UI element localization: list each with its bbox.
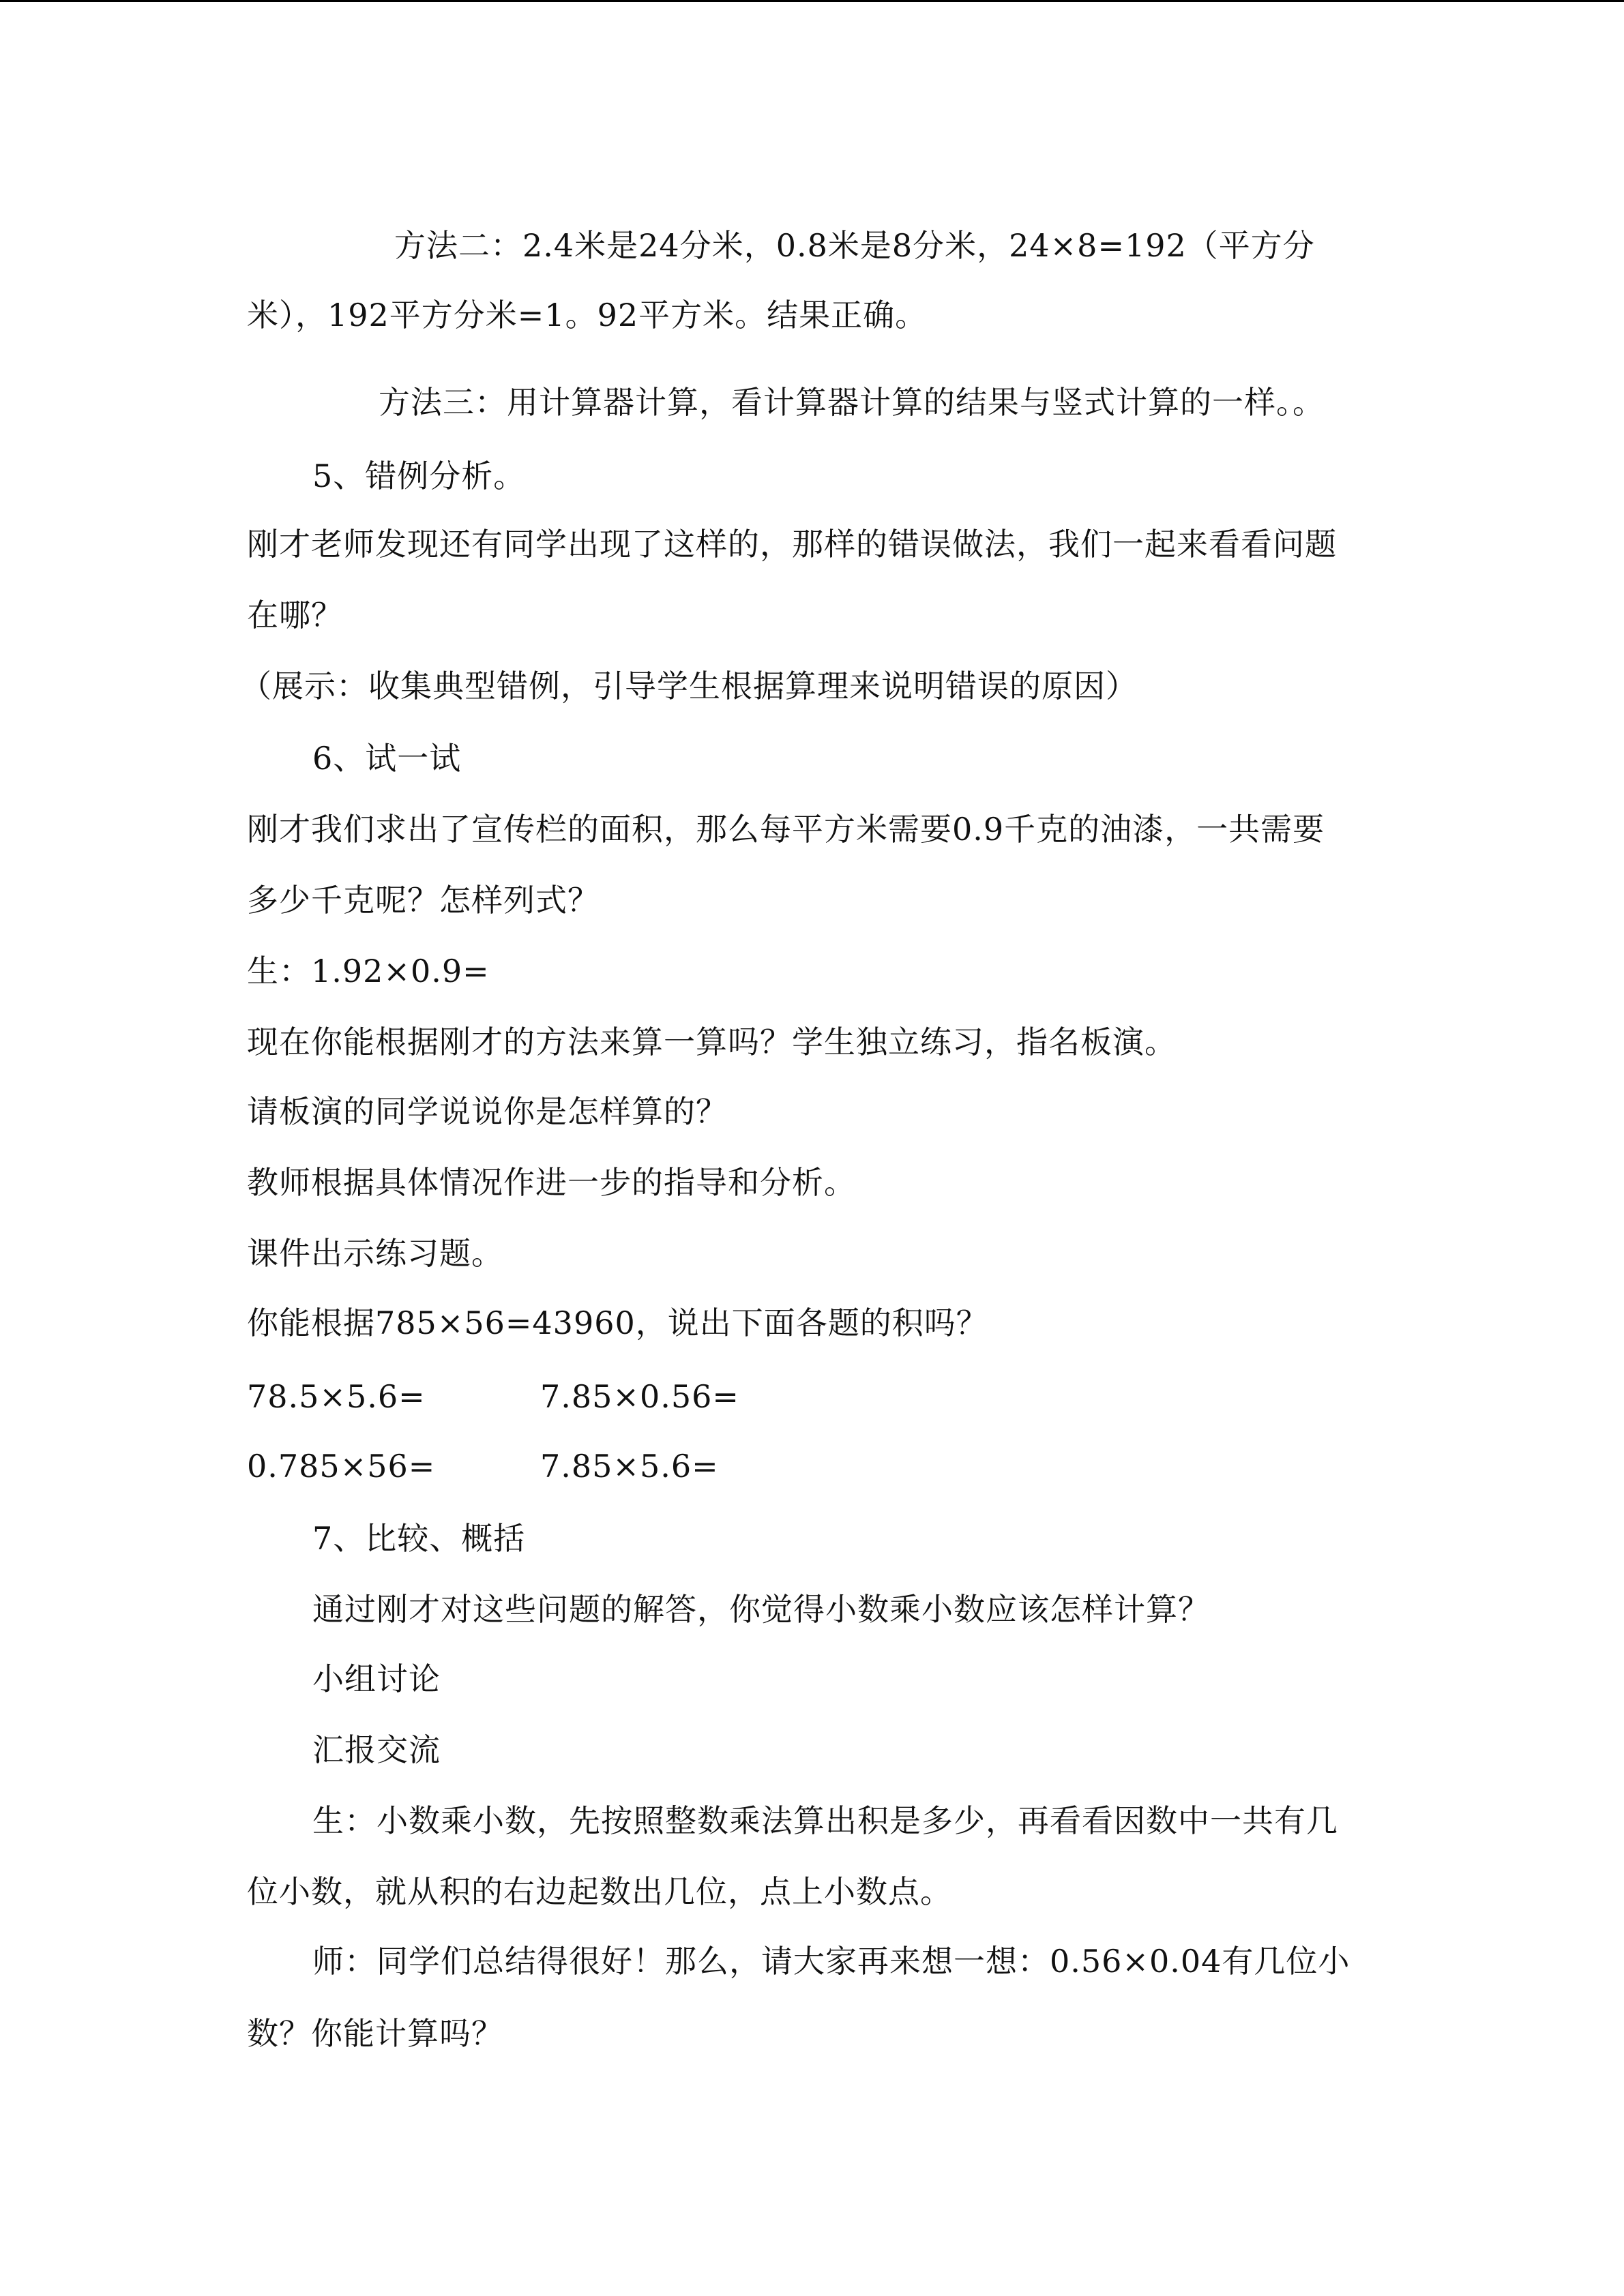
teacher-prompt-line-1: 师：同学们总结得很好！那么，请大家再来想一想：0.56×0.04有几位小 xyxy=(312,1943,1350,1980)
report-exchange: 汇报交流 xyxy=(312,1731,441,1768)
courseware-exercise-line: 课件出示练习题。 xyxy=(247,1235,503,1272)
product-question-line: 你能根据785×56=43960，说出下面各题的积吗？ xyxy=(247,1304,988,1341)
error-analysis-line-2: 在哪？ xyxy=(247,597,343,633)
teacher-guidance-line: 教师根据具体情况作进一步的指导和分析。 xyxy=(247,1164,856,1201)
teacher-prompt-line-2: 数？你能计算吗？ xyxy=(247,2015,503,2052)
comparison-question: 通过刚才对这些问题的解答，你觉得小数乘小数应该怎样计算？ xyxy=(312,1591,1210,1628)
board-demo-question: 请板演的同学说说你是怎样算的？ xyxy=(247,1093,728,1130)
independent-practice-line: 现在你能根据刚才的方法来算一算吗？学生独立练习，指名板演。 xyxy=(247,1024,1177,1060)
try-it-line-1: 刚才我们求出了宣传栏的面积，那么每平方米需要0.9千克的油漆，一共需要 xyxy=(247,811,1325,848)
exercise-item-3: 0.785×56= xyxy=(247,1448,436,1485)
student-answer-formula: 生：1.92×0.9= xyxy=(247,953,490,989)
section-5-heading: 5、错例分析。 xyxy=(312,458,526,494)
page-top-border xyxy=(0,0,1624,2)
exercise-item-4: 7.85×5.6= xyxy=(540,1448,719,1485)
section-6-heading: 6、试一试 xyxy=(312,740,462,777)
exercise-item-1: 78.5×5.6= xyxy=(247,1378,426,1415)
student-summary-line-2: 位小数，就从积的右边起数出几位，点上小数点。 xyxy=(247,1873,952,1910)
method-two-line-1: 方法二：2.4米是24分米，0.8米是8分米，24×8=192（平方分 xyxy=(394,227,1315,264)
display-note: （展示：收集典型错例，引导学生根据算理来说明错误的原因） xyxy=(240,668,1138,704)
try-it-line-2: 多少千克呢？怎样列式？ xyxy=(247,882,600,919)
section-7-heading: 7、比较、概括 xyxy=(312,1520,526,1557)
student-summary-line-1: 生：小数乘小数，先按照整数乘法算出积是多少，再看看因数中一共有几 xyxy=(312,1802,1338,1839)
method-two-line-2: 米），192平方分米=1。92平方米。结果正确。 xyxy=(247,297,928,333)
exercise-item-2: 7.85×0.56= xyxy=(540,1378,739,1415)
group-discussion: 小组讨论 xyxy=(312,1660,441,1697)
method-three-line: 方法三：用计算器计算，看计算器计算的结果与竖式计算的一样。。 xyxy=(379,384,1325,421)
error-analysis-line-1: 刚才老师发现还有同学出现了这样的，那样的错误做法，我们一起来看看问题 xyxy=(247,526,1337,563)
